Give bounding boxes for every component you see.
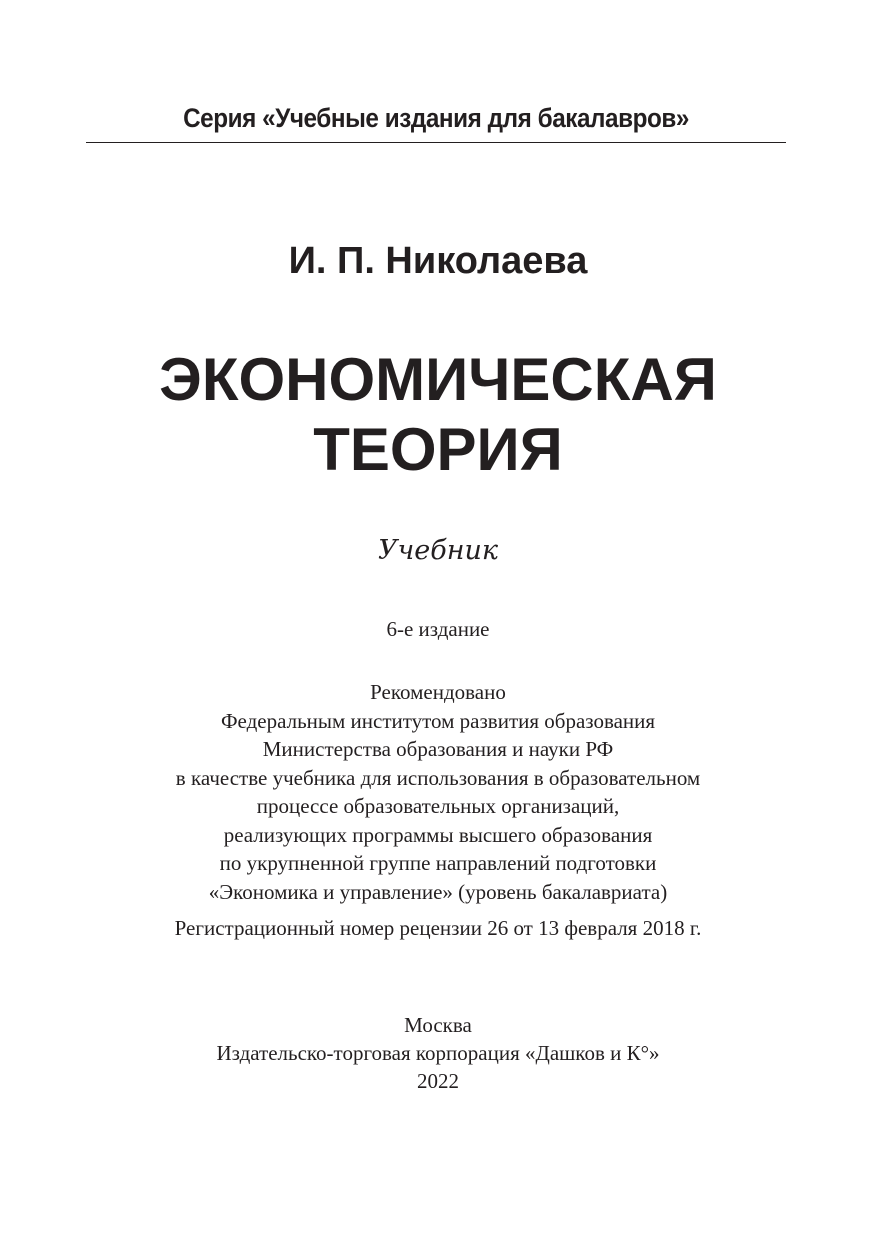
- recommendation-line: Министерства образования и науки РФ: [262, 737, 614, 761]
- recommendation-line: «Экономика и управление» (уровень бакалавриата): [208, 879, 668, 904]
- recommendation-line: Рекомендовано: [370, 680, 506, 704]
- recommendation-line: реализующих программы высшего образования: [223, 822, 653, 847]
- book-title: [0, 345, 876, 485]
- edition-number: 6-е издание: [386, 617, 490, 641]
- author-name: И. П. Николаева: [288, 240, 588, 282]
- recommendation-block: [0, 678, 876, 906]
- series-divider: [86, 142, 786, 143]
- imprint-publisher: Издательско-торговая корпорация «Дашков и К°»: [216, 1041, 660, 1065]
- book-title-line: ТЕОРИЯ: [313, 416, 563, 483]
- series-heading: Серия «Учебные издания для бакалавров»: [183, 103, 689, 133]
- recommendation-line: Федеральным институтом развития образования: [220, 708, 656, 733]
- imprint-block: [0, 1011, 876, 1095]
- book-title-line: ЭКОНОМИЧЕСКАЯ: [159, 346, 717, 413]
- imprint-year: 2022: [417, 1069, 459, 1093]
- recommendation-line: процессе образовательных организаций,: [256, 794, 620, 818]
- registration-number: Регистрационный номер рецензии 26 от 13 февраля 2018 г.: [174, 916, 702, 940]
- imprint-city: Москва: [404, 1013, 472, 1037]
- book-subtitle: Учебник: [377, 535, 499, 566]
- recommendation-line: по укрупненной группе направлений подготовки: [219, 851, 657, 875]
- recommendation-line: в качестве учебника для использования в образовательном: [175, 765, 701, 790]
